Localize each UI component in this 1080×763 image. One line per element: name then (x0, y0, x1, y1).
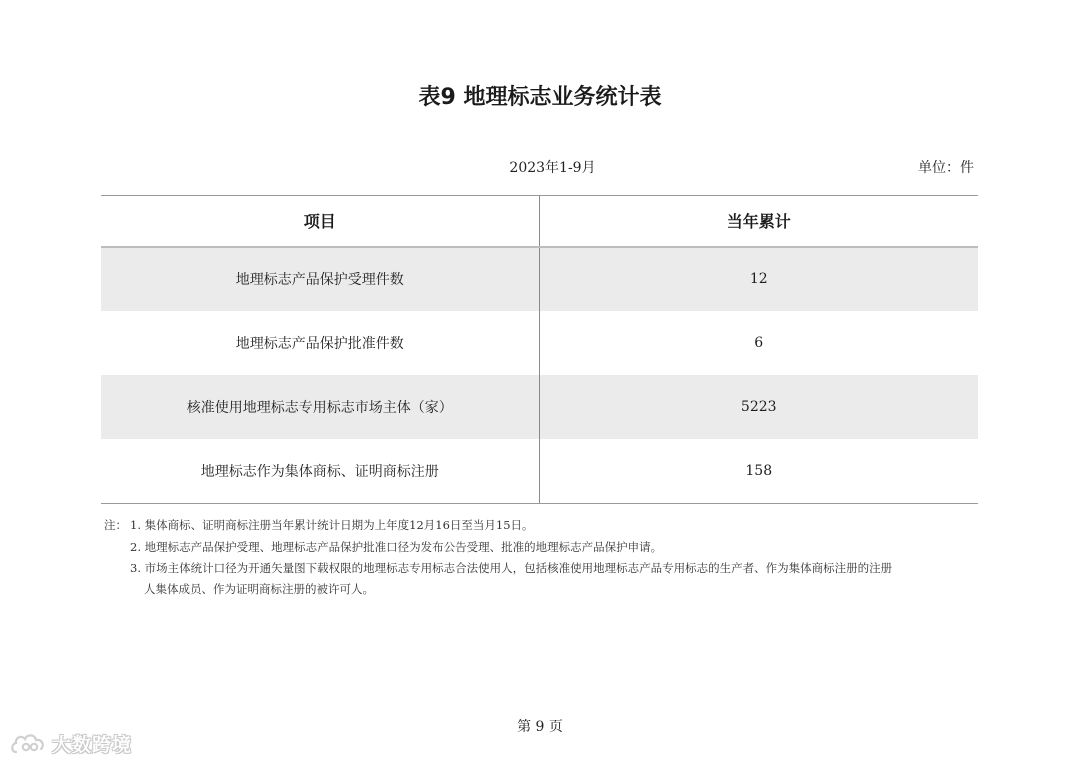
table-notes (104, 515, 978, 600)
table-row (101, 375, 978, 439)
note-item (104, 515, 978, 537)
row-value: 5223 (539, 375, 978, 439)
table-row (101, 439, 978, 504)
watermark (10, 729, 132, 757)
watermark-text: 大数跨境 (52, 733, 133, 756)
table-row (101, 311, 978, 375)
note-continuation: 人集体成员、作为证明商标注册的被许可人。 (144, 581, 374, 596)
note-item (104, 558, 978, 580)
unit-label: 单位：件 (918, 160, 974, 176)
row-item-label: 地理标志产品保护受理件数 (101, 247, 539, 311)
cloud-logo-icon (10, 730, 48, 756)
row-item-label: 地理标志产品保护批准件数 (101, 311, 539, 375)
notes-prefix: 注： (104, 518, 127, 532)
table-header-row (101, 196, 978, 247)
statistics-table (101, 195, 978, 504)
note-text: 2. 地理标志产品保护受理、地理标志产品保护批准口径为发布公告受理、批准的地理标志产品保护申请。 (130, 539, 663, 554)
row-value: 158 (539, 439, 978, 504)
column-header-cumulative: 当年累计 (539, 196, 978, 247)
row-item-label: 地理标志作为集体商标、证明商标注册 (101, 439, 539, 504)
note-text: 1. 集体商标、证明商标注册当年累计统计日期为上年度12月16日至当月15日。 (130, 518, 534, 532)
note-text: 3. 市场主体统计口径为开通矢量图下载权限的地理标志专用标志合法使用人，包括核准使用地理标志产品专用标志的生产者、作为集体商标注册的注册 (130, 561, 893, 575)
table-row (101, 247, 978, 311)
column-header-item: 项目 (101, 196, 539, 247)
report-period: 2023年1-9月 (509, 160, 596, 176)
page-title: 表9 地理标志业务统计表 (418, 85, 662, 110)
row-value: 12 (539, 247, 978, 311)
row-item-label: 核准使用地理标志专用标志市场主体（家） (101, 375, 539, 439)
row-value: 6 (754, 334, 764, 351)
page-number: 第 9 页 (517, 719, 563, 735)
statistics-table-container (101, 195, 978, 504)
note-item (104, 537, 978, 559)
